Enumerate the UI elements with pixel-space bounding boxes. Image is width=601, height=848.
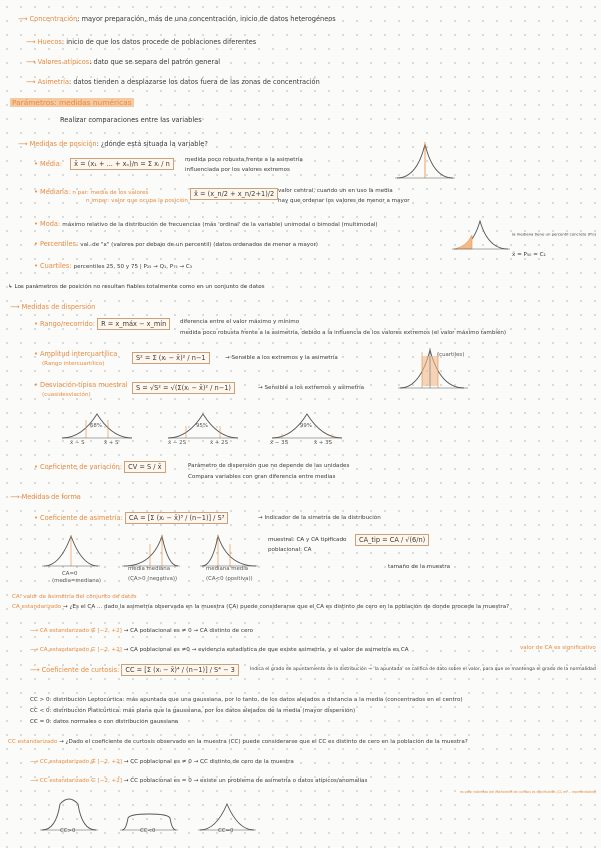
mediana-note-2: hay que ordenar los valores de menor a mayor bbox=[278, 198, 410, 204]
curt-line: ⟶ Coeficiente de curtosis: CC = [Σ (xᵢ − x̄)⁴ / (n−1)] / S⁴ − 3 bbox=[30, 666, 239, 674]
desv-formula-wrap bbox=[132, 384, 235, 392]
ca-tip-note: tamaño de la muestra bbox=[388, 564, 451, 570]
bell-1-right: x̄ + S bbox=[104, 440, 119, 446]
ca-est-line: CA estandarizado → ¿Es el CA ... dado la asimetría observada en la muestra (CA) puede considerarse que el CA es distinto de cero en la población de donde procede la muestra? bbox=[12, 604, 510, 610]
dispersion-title-line: ⟶ Medidas de dispersión bbox=[10, 303, 96, 311]
moda-text: máximo relativo de la distribución de frecuencias (más 'ordinal' de la variable) unimodal o bimodal (multimodal) bbox=[62, 222, 378, 228]
percentil-text: val. de "x" (valores por debajo de un percentil) (datos ordenados de menor a mayor) bbox=[80, 242, 318, 248]
bell-3-left: x̄ − 3S bbox=[270, 440, 288, 446]
dispersion-title: Medidas de dispersión bbox=[21, 303, 96, 311]
term-valores-atipicos: Valores atípicos bbox=[37, 58, 90, 66]
curt-note: Indica el grado de apuntamiento de la distribución → 'la apuntada' se califica de dato sobre el valor, para que se mantenga el grado de la normalidad bbox=[250, 666, 596, 672]
arrow-icon: ⟶ bbox=[26, 58, 38, 66]
ca-side-note: valor de CA es significativo bbox=[520, 645, 596, 651]
desv-formula: S = √S² = √(Σ(xᵢ − x̄)² / n−1) bbox=[132, 382, 235, 394]
term-huecos: Huecos bbox=[37, 38, 62, 46]
desv-note-line: → Sensible a los extremos y asimetría bbox=[258, 385, 365, 391]
mediana-formula-wrap bbox=[190, 190, 278, 198]
ca-def: CA: valor de asimetría del conjunto de datos bbox=[12, 594, 137, 600]
kurt-cap-2: CC<0 bbox=[140, 828, 156, 834]
shape-2-cap: media mediana bbox=[128, 566, 171, 572]
ca-row-2-res: CA poblacional es ≠0 → evidencia estadística de que existe asimetría, y el valor de asimetría es CA bbox=[130, 647, 409, 653]
cv-note-1: Parámetro de dispersión que no depende de las unidades bbox=[188, 463, 350, 469]
shape-symmetric bbox=[42, 532, 100, 570]
symmetric-curve-sketch bbox=[395, 138, 455, 183]
rango-note-2: medida poco robusta frente a la asimetría, debido a la influencia de los valores extremos (el valor máximo también) bbox=[180, 330, 507, 336]
forma-title-line: ⟶ Medidas de forma bbox=[10, 493, 81, 501]
ca-tip-wrap bbox=[355, 536, 429, 544]
kurt-cap-1: CC>0 bbox=[60, 828, 76, 834]
arrow-icon: ⟶ bbox=[26, 38, 38, 46]
iqr-note-line: → Sensible a los extremos y la asimetría bbox=[225, 355, 338, 361]
arrow-icon: ⟶ bbox=[18, 15, 30, 23]
arrow-icon: ⟶ bbox=[26, 78, 38, 86]
cc-est-question: ¿Dado el coeficiente de curtosis observado en la muestra (CC) puede considerarse que el CC es distinto de cero en la población de la muestra? bbox=[65, 739, 468, 745]
cc-row-1: CC > 0: distribución Leptocúrtica: más apuntada que una gaussiana, por lo tanto, de los datos alejados a distancia a la media (concentrados en el centro) bbox=[30, 697, 463, 703]
text-asimetria: datos tienden a desplazarse los datos fuera de las zonas de concentración bbox=[73, 78, 320, 86]
mediana-formula: x̃ = (x_n/2 + x_n/2+1)/2 bbox=[190, 188, 278, 200]
ca-side-1: muestral: CA y CA tipificado bbox=[268, 537, 347, 543]
bell-3-right: x̄ + 3S bbox=[314, 440, 332, 446]
section-sub: Realizar comparaciones entre las variables bbox=[60, 116, 202, 124]
iqr-label: Amplitud intercuartílica bbox=[40, 350, 118, 358]
cc-row-2: CC < 0: distribución Platicúrtica: más plana que la gaussiana, por los datos alejados de la media (mayor dispersión) bbox=[30, 708, 356, 714]
cuartil-line: • Cuartiles: percentiles 25, 50 y 75 | P₂₅ → Q₁, P₇₅ → C₃ bbox=[34, 262, 193, 270]
cuartil-text: percentiles 25, 50 y 75 | P₂₅ → Q₁, P₇₅ → C₃ bbox=[73, 264, 193, 270]
desv-label: Desviación típica muestral bbox=[40, 381, 128, 389]
ca-row-1-cond: CA estandarizado ∉ [−2, +2] bbox=[39, 628, 122, 634]
shape-3-sub: (CA<0 (positiva)) bbox=[206, 576, 253, 582]
intro-line-4: ⟶ Asimetría: datos tienden a desplazarse los datos fuera de las zonas de concentración bbox=[26, 78, 320, 86]
footnote-line: ↳ Los parámetros de posición no resultan fiables totalmente como en un conjunto de datos bbox=[8, 284, 265, 290]
moda-label: Moda: bbox=[40, 220, 61, 228]
cc-est-label: CC estandarizado bbox=[8, 739, 58, 745]
mediana-label: Mediana: bbox=[40, 188, 71, 196]
bell-1-pct: 68% bbox=[90, 423, 102, 429]
intro-line-3: ⟶ Valores atípicos: dato que se separa del patrón general bbox=[26, 58, 221, 66]
cc-res-2: ⟶ CC estandarizado ∈ [−2, +2] → CC poblacional es = 0 → existe un problema de asimetría o datos atípicos/anomalías bbox=[30, 778, 368, 784]
mediana-impar: n impar: valor que ocupa la posición bbox=[86, 198, 188, 204]
curt-label: Coeficiente de curtosis: bbox=[41, 666, 120, 674]
ca-note: Indicador de la simetría de la distribución bbox=[264, 515, 381, 521]
ca-row-2: ⟶ CA estandarizado ∈ [−2, +2] → CA poblacional es ≠0 → evidencia estadística de que existe asimetría, y el valor de asimetría es CA bbox=[30, 647, 409, 653]
posicion-title-line bbox=[18, 140, 208, 148]
intro-line-2: ⟶ Huecos: inicio de que los datos procede de poblaciones diferentes bbox=[26, 38, 257, 46]
cuartil-label: Cuartiles: bbox=[40, 262, 72, 270]
cc-side: es valor estimado del coeficiente de curtosis es significativo (CC es ... representativa) bbox=[460, 790, 597, 794]
posicion-question: : ¿dónde está situada la variable? bbox=[96, 140, 208, 148]
percentil-note-2: x̃ = P₅₀ = C₂ bbox=[512, 252, 546, 258]
shape-left-skew bbox=[122, 532, 180, 570]
shape-right-skew bbox=[200, 532, 258, 570]
boxplot-curve-sketch bbox=[398, 342, 468, 394]
cc-res-2-cond: CC estandarizado ∈ [−2, +2] bbox=[39, 778, 122, 784]
rango-label: Rango/recorrido: bbox=[40, 320, 95, 328]
ca-est-label: CA estandarizado bbox=[12, 604, 62, 610]
media-note-2: influenciada por los valores extremos bbox=[185, 167, 290, 173]
section-heading bbox=[10, 99, 134, 107]
ca-note-line: → Indicador de la simetría de la distribución bbox=[258, 515, 381, 521]
bell-2-right: x̄ + 2S bbox=[210, 440, 228, 446]
percentil-line: • Percentiles: val. de "x" (valores por debajo de un percentil) (datos ordenados de menor a mayor) bbox=[34, 240, 318, 248]
cc-est-line: CC estandarizado → ¿Dado el coeficiente de curtosis observado en la muestra (CC) puede considerarse que el CC es distinto de cero en la población de la muestra? bbox=[8, 739, 468, 745]
forma-title: Medidas de forma bbox=[21, 493, 81, 501]
media-note-1: medida poco robusta frente a la asimetría bbox=[185, 157, 303, 163]
iqr-label-2: (Rango intercuartílico) bbox=[42, 361, 105, 367]
shape-1-cap: CA=0 bbox=[62, 571, 78, 577]
ca-side-2: poblacional: CA bbox=[268, 547, 312, 553]
percentil-note: la mediana tiene un percentil concreto (P₅₀) bbox=[512, 232, 596, 237]
bell-3-pct: 99% bbox=[300, 423, 312, 429]
shape-3-cap: mediana media bbox=[206, 566, 249, 572]
iqr-formula-wrap bbox=[132, 354, 210, 362]
cv-formula: CV = S / x̄ bbox=[124, 461, 165, 473]
text-valores-atipicos: dato que se separa del patrón general bbox=[93, 58, 221, 66]
ca-def-line bbox=[12, 593, 137, 601]
cv-note-2: Compara variables con gran diferencia entre medias bbox=[188, 474, 336, 480]
rango-line: • Rango/recorrido: R = x_máx − x_mín bbox=[34, 320, 170, 328]
desv-line: • Desviación típica muestral bbox=[34, 381, 128, 389]
ca-est-question: ¿Es el CA ... dado la asimetría observada en la muestra (CA) puede considerarse que el CA es distinto de cero en la población de donde procede la muestra? bbox=[69, 604, 510, 610]
iqr-formula: S² = Σ (xᵢ − x̄)² / n−1 bbox=[132, 352, 210, 364]
cv-label: Coeficiente de variación: bbox=[40, 463, 123, 471]
boxplot-caption: (cuartiles) bbox=[437, 352, 465, 358]
kurt-cap-3: CC=0 bbox=[218, 828, 234, 834]
cc-res-1-res: CC poblacional es ≠ 0 → CC distinto de cero de la muestra bbox=[130, 759, 294, 765]
mediana-note-1: valor central, cuando un en uso la media bbox=[278, 188, 393, 194]
moda-line: • Moda: máximo relativo de la distribución de frecuencias (más 'ordinal' de la variable) unimodal o bimodal (multimodal) bbox=[34, 220, 378, 228]
ca-row-2-cond: CA estandarizado ∈ [−2, +2] bbox=[39, 647, 122, 653]
cc-res-1: ⟶ CC estandarizado ∉ [−2, +2] → CC poblacional es ≠ 0 → CC distinto de cero de la muestra bbox=[30, 759, 294, 765]
mediana-par: n par: media de los valores bbox=[72, 190, 149, 196]
media-line: • Media: x̄ = (x₁ + ... + xₙ)/n = Σ xᵢ / n bbox=[34, 160, 174, 168]
term-asimetria: Asimetría bbox=[37, 78, 69, 86]
rango-formula: R = x_máx − x_mín bbox=[97, 318, 170, 330]
shape-1-sub: (media=mediana) bbox=[52, 578, 102, 584]
rango-note-1: diferencia entre el valor máximo y mínimo bbox=[180, 319, 300, 325]
cc-res-2-res: CC poblacional es = 0 → existe un problema de asimetría o datos atípicos/anomalías bbox=[130, 778, 368, 784]
iqr-note: Sensible a los extremos y la asimetría bbox=[231, 355, 338, 361]
shape-2-sub: (CA>0 (negativa)) bbox=[128, 576, 178, 582]
media-formula: x̄ = (x₁ + ... + xₙ)/n = Σ xᵢ / n bbox=[70, 158, 174, 170]
desv-label-2: (cuasidesviación) bbox=[42, 392, 91, 398]
mediana-line: • Mediana: n par: media de los valores bbox=[34, 188, 149, 196]
footnote: Los parámetros de posición no resultan fiables totalmente como en un conjunto de datos bbox=[14, 284, 265, 290]
percentil-label: Percentiles: bbox=[40, 240, 79, 248]
media-label: Media: bbox=[40, 160, 63, 168]
intro-line-1: ⟶ Concentración: mayor preparación, más de una concentración, inicio de datos heterogéneos bbox=[18, 15, 336, 23]
percentile-curve-sketch bbox=[452, 215, 510, 255]
arrow-icon: ⟶ bbox=[18, 140, 30, 148]
bell-1-left: x̄ − S bbox=[70, 440, 85, 446]
ca-row-1: ⟶ CA estandarizado ∉ [−2, +2] → CA poblacional es ≠ 0 → CA distinto de cero bbox=[30, 628, 253, 634]
ca-label: Coeficiente de asimetría: bbox=[40, 514, 123, 522]
bell-2-pct: 95% bbox=[196, 423, 208, 429]
heading-parametros: Parámetros: medidas numéricas bbox=[12, 98, 132, 107]
curt-formula: CC = [Σ (xᵢ − x̄)⁴ / (n−1)] / S⁴ − 3 bbox=[121, 664, 238, 676]
ca-line: • Coeficiente de asimetría: CA = [Σ (xᵢ − x̄)³ / (n−1)] / S³ bbox=[34, 514, 228, 522]
cc-row-3: CC = 0: datos normales o con distribución gaussiana bbox=[30, 719, 179, 725]
bell-2-left: x̄ − 2S bbox=[168, 440, 186, 446]
ca-formula: CA = [Σ (xᵢ − x̄)³ / (n−1)] / S³ bbox=[125, 512, 228, 524]
iqr-line: • Amplitud intercuartílica bbox=[34, 350, 118, 358]
text-concentracion: mayor preparación, más de una concentración, inicio de datos heterogéneos bbox=[81, 15, 336, 23]
text-huecos: inicio de que los datos procede de poblaciones diferentes bbox=[66, 38, 257, 46]
term-concentracion: Concentración bbox=[29, 15, 78, 23]
desv-note: Sensible a los extremos y asimetría bbox=[264, 385, 365, 391]
posicion-title: Medidas de posición bbox=[29, 140, 97, 148]
cv-line: • Coeficiente de variación: CV = S / x̄ bbox=[34, 463, 166, 471]
cc-res-1-cond: CC estandarizado ∉ [−2, +2] bbox=[39, 759, 122, 765]
ca-tip-formula: CA_tip = CA / √(6/n) bbox=[355, 534, 429, 546]
ca-row-1-res: CA poblacional es ≠ 0 → CA distinto de cero bbox=[130, 628, 253, 634]
